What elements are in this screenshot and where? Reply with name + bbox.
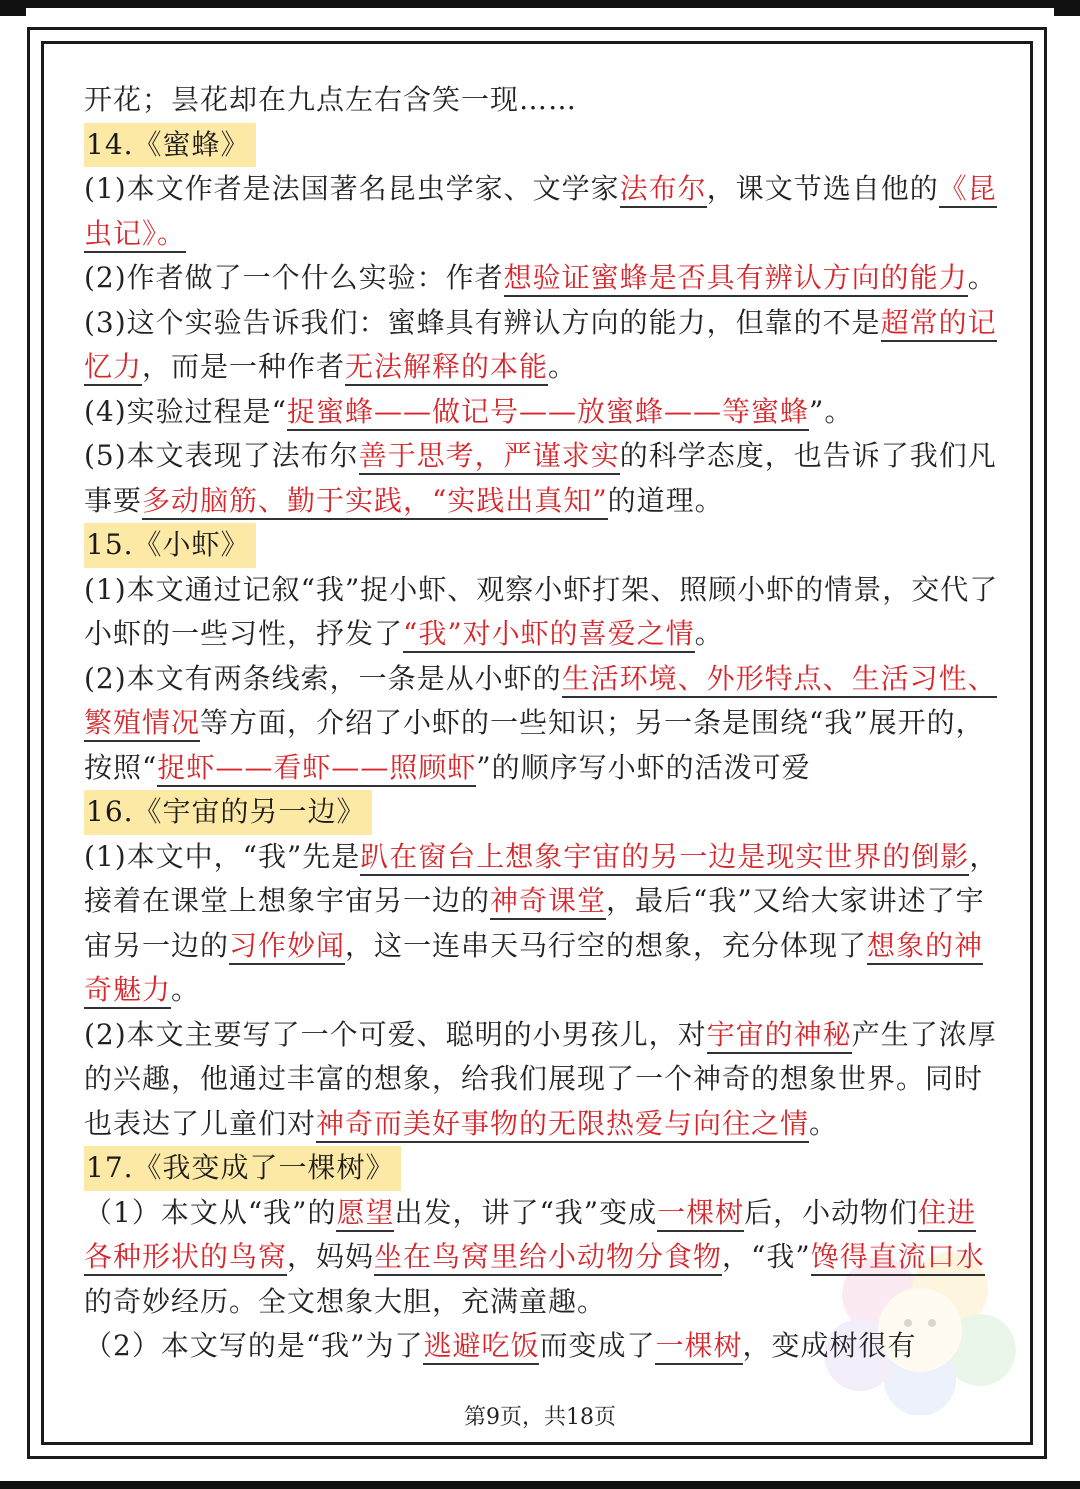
answer-text: 一棵树 bbox=[657, 1196, 744, 1232]
section-heading-17: 17.《我变成了一棵树》 bbox=[84, 1146, 401, 1191]
answer-text: 神奇而美好事物的无限热爱与向往之情 bbox=[316, 1107, 809, 1143]
bottom-edge bbox=[0, 1481, 1080, 1489]
answer-text: 法布尔 bbox=[620, 172, 707, 208]
answer-text: 捉虾——看虾——照顾虾 bbox=[157, 751, 476, 787]
answer-text: 宇宙的神秘 bbox=[707, 1018, 852, 1054]
paragraph-17-1: （1）本文从“我”的愿望出发，讲了“我”变成一棵树后，小动物们住进各种形状的鸟窝，妈妈坐在鸟窝里给小动物分食物，“我”馋得直流口水的奇妙经历。全文想象大胆，充满童趣。 bbox=[84, 1195, 985, 1318]
corner-right bbox=[1054, 0, 1080, 16]
paragraph-15-2: (2)本文有两条线索，一条是从小虾的生活环境、外形特点、生活习性、繁殖情况等方面，介绍了小虾的一些知识；另一条是围绕“我”展开的，按照“捉虾——看虾——照顾虾”的顺序写小虾的活泼可爱 bbox=[84, 657, 1004, 791]
answer-text: 超常的记忆力 bbox=[84, 306, 997, 387]
answer-text: 生活环境、外形特点、生活习性、繁殖情况 bbox=[84, 662, 997, 743]
answer-text: 逃避吃饭 bbox=[423, 1329, 539, 1365]
continued-text: 开花；昙花却在九点左右含笑一现…… bbox=[84, 83, 578, 116]
answer-text: 想验证蜜蜂是否具有辨认方向的能力 bbox=[504, 261, 968, 297]
paragraph-14-5: (5)本文表现了法布尔善于思考，严谨求实的科学态度，也告诉了我们凡事要多动脑筋、勤于实践，“实践出真知”的道理。 bbox=[84, 434, 1004, 523]
answer-text: 一棵树 bbox=[655, 1329, 742, 1365]
page-number: 第9页，共18页 bbox=[464, 1405, 616, 1430]
answer-text: 趴在窗台上想象宇宙的另一边是现实世界的倒影 bbox=[360, 840, 969, 876]
answer-text: 多动脑筋、勤于实践，“实践出真知” bbox=[142, 484, 608, 520]
paragraph-16-2: (2)本文主要写了一个可爱、聪明的小男孩儿，对宇宙的神秘产生了浓厚的兴趣，他通过丰富的想象，给我们展现了一个神奇的想象世界。同时也表达了儿童们对神奇而美好事物的无限热爱与向往之情。 bbox=[84, 1013, 1004, 1147]
answer-text: 馋得直流口水 bbox=[811, 1240, 985, 1276]
corner-left bbox=[0, 0, 26, 16]
answer-text: 捉蜜蜂——做记号——放蜜蜂——等蜜蜂 bbox=[287, 395, 809, 431]
answer-text: 神奇课堂 bbox=[490, 884, 606, 920]
answer-text: “我”对小虾的喜爱之情 bbox=[403, 617, 695, 653]
paragraph-14-1: (1)本文作者是法国著名昆虫学家、文学家法布尔，课文节选自他的《昆虫记》。 bbox=[84, 167, 1004, 256]
answer-text: 无法解释的本能 bbox=[345, 350, 548, 386]
section-heading-14: 14.《蜜蜂》 bbox=[84, 123, 256, 168]
paragraph-14-4: (4)实验过程是“捉蜜蜂——做记号——放蜜蜂——等蜜蜂”。 bbox=[84, 390, 1004, 435]
paragraph-15-1: (1)本文通过记叙“我”捉小虾、观察小虾打架、照顾小虾的情景，交代了小虾的一些习性，抒发了“我”对小虾的喜爱之情。 bbox=[84, 568, 1004, 657]
answer-text: 习作妙闻 bbox=[229, 929, 345, 965]
paragraph-14-3: (3)这个实验告诉我们：蜜蜂具有辨认方向的能力，但靠的不是超常的记忆力，而是一种作者无法解释的本能。 bbox=[84, 301, 1004, 390]
top-edge bbox=[0, 0, 1080, 8]
paragraph-14-2: (2)作者做了一个什么实验：作者想验证蜜蜂是否具有辨认方向的能力。 bbox=[84, 256, 1004, 301]
paragraph-17-2: （2）本文写的是“我”为了逃避吃饭而变成了一棵树，变成树很有 bbox=[84, 1324, 1004, 1369]
answer-text: 住进各种形状的鸟窝 bbox=[84, 1196, 976, 1277]
paragraph-16-1: (1)本文中，“我”先是趴在窗台上想象宇宙的另一边是现实世界的倒影，接着在课堂上想象宇宙另一边的神奇课堂，最后“我”又给大家讲述了宇宙另一边的习作妙闻，这一连串天马行空的想象，充分体现了想象的神奇魅力。 bbox=[84, 835, 1004, 1013]
document-body bbox=[84, 78, 1004, 1369]
answer-text: 《昆虫记》。 bbox=[84, 172, 997, 253]
answer-text: 善于思考，严谨求实 bbox=[359, 439, 620, 475]
section-heading-16: 16.《宇宙的另一边》 bbox=[84, 790, 372, 835]
section-heading-15: 15.《小虾》 bbox=[84, 523, 256, 568]
answer-text: 坐在鸟窝里给小动物分食物 bbox=[374, 1240, 722, 1276]
answer-text: 愿望 bbox=[336, 1196, 394, 1232]
answer-text: 想象的神奇魅力 bbox=[84, 929, 983, 1010]
